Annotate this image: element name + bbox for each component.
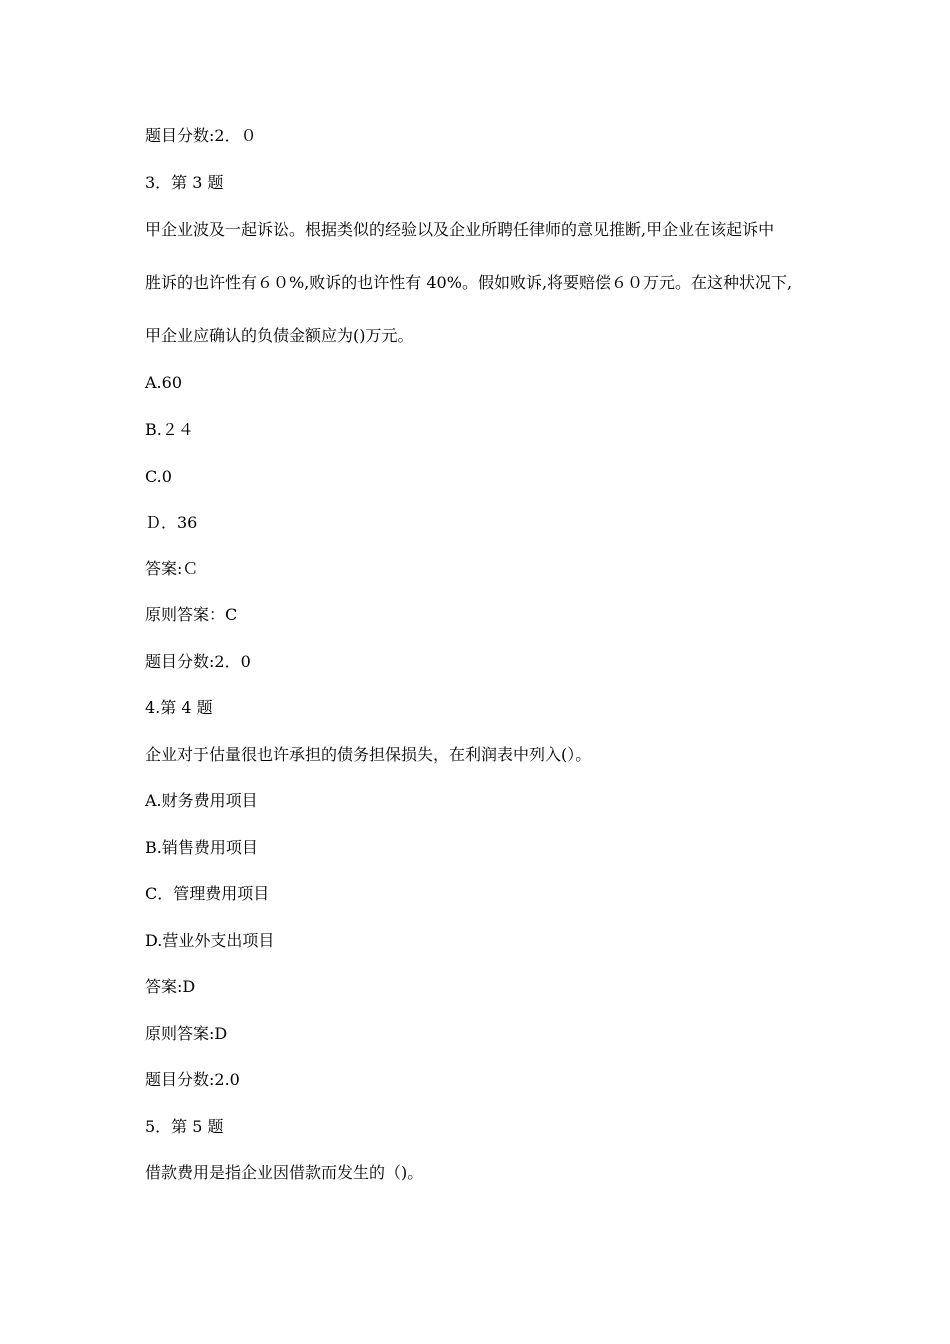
question-3-standard-answer: 原则答案：C (145, 605, 238, 624)
question-4-option-b: B.销售费用项目 (145, 838, 258, 857)
question-3-option-d: Ｄ．36 (145, 513, 198, 532)
question-4-option-c: C．管理费用项目 (145, 884, 270, 903)
question-4-heading: 4.第 4 题 (145, 698, 213, 717)
question-3-option-c: C.0 (145, 467, 172, 486)
question-3-heading: 3．第 3 题 (145, 173, 224, 192)
question-4-text: 企业对于估量很也许承担的债务担保损失，在利润表中列入(）。 (145, 745, 592, 764)
question-4-answer: 答案:D (145, 977, 196, 996)
question-5-heading: 5．第 5 题 (145, 1117, 224, 1136)
question-3-option-b: B.２４ (145, 420, 194, 439)
question-3-text-line-2: 胜诉的也许性有６０%,败诉的也许性有 40%。假如败诉,将要赔偿６０万元。在这种状况下, (145, 273, 793, 292)
question-4-option-a: A.财务费用项目 (145, 791, 258, 810)
question-4-option-d: D.营业外支出项目 (145, 931, 275, 950)
question-5-text: 借款费用是指企业因借款而发生的（)。 (145, 1163, 424, 1182)
question-2-score: 题目分数:2．０ (145, 126, 257, 145)
question-3-text-line-3: 甲企业应确认的负债金额应为()万元。 (145, 326, 414, 345)
question-3-option-a: A.60 (145, 373, 182, 392)
question-3-score: 题目分数:2．0 (145, 652, 251, 671)
question-3-text-line-1: 甲企业波及一起诉讼。根据类似的经验以及企业所聘任律师的意见推断,甲企业在该起诉中 (145, 220, 775, 239)
question-3-answer: 答案:Ｃ (145, 559, 199, 578)
question-4-score: 题目分数:2.0 (145, 1070, 240, 1089)
question-4-standard-answer: 原则答案:D (145, 1024, 228, 1043)
